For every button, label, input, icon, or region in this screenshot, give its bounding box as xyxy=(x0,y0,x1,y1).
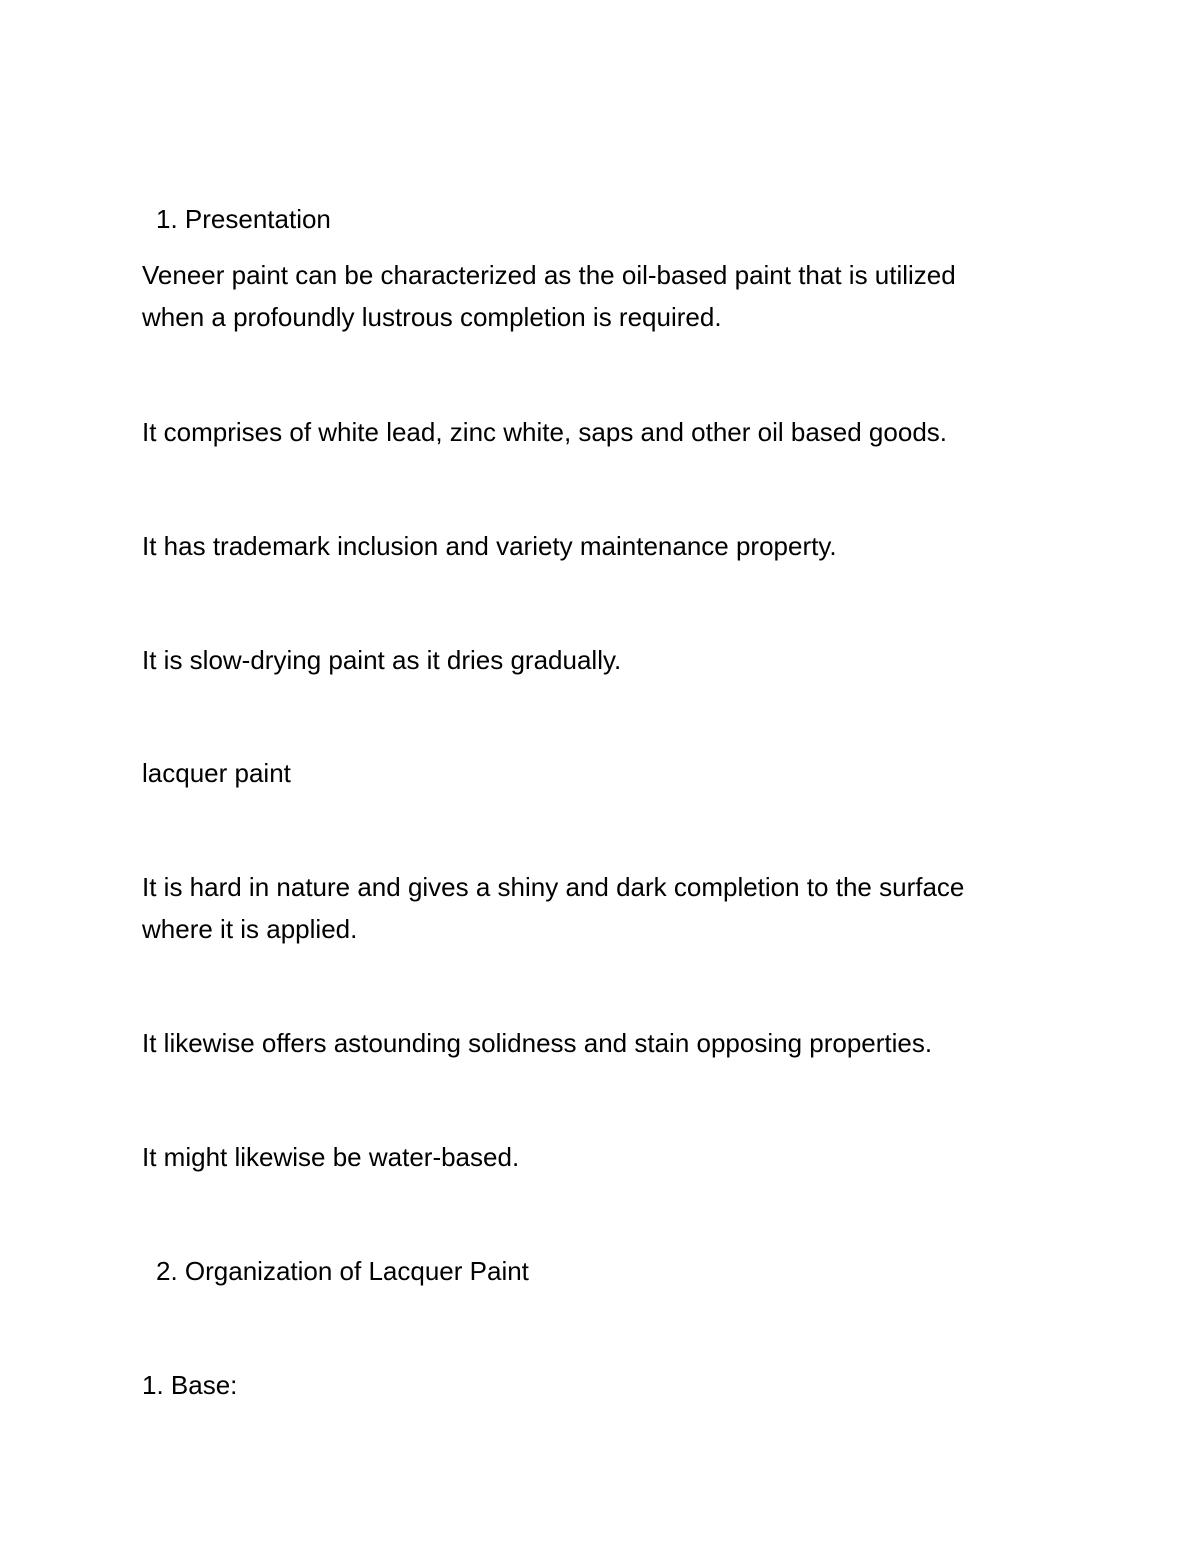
paragraph: It likewise offers astounding solidness and stain opposing properties. xyxy=(142,1028,933,1058)
paragraph-line: Veneer paint can be characterized as the oil-based paint that is utilized xyxy=(142,260,956,290)
section-heading-presentation: 1. Presentation xyxy=(156,204,331,234)
paragraph-line: when a profoundly lustrous completion is required. xyxy=(142,302,722,332)
paragraph: It has trademark inclusion and variety maintenance property. xyxy=(142,531,837,561)
paragraph: It might likewise be water-based. xyxy=(142,1142,520,1172)
paragraph: 1. Base: xyxy=(142,1370,238,1400)
paragraph: lacquer paint xyxy=(142,758,291,788)
paragraph: It is slow-drying paint as it dries gradually. xyxy=(142,645,622,675)
paragraph: It comprises of white lead, zinc white, saps and other oil based goods. xyxy=(142,417,947,447)
paragraph-line: It is hard in nature and gives a shiny and dark completion to the surface xyxy=(142,872,965,902)
section-heading-organization: 2. Organization of Lacquer Paint xyxy=(156,1256,529,1286)
paragraph-line: where it is applied. xyxy=(142,914,358,944)
